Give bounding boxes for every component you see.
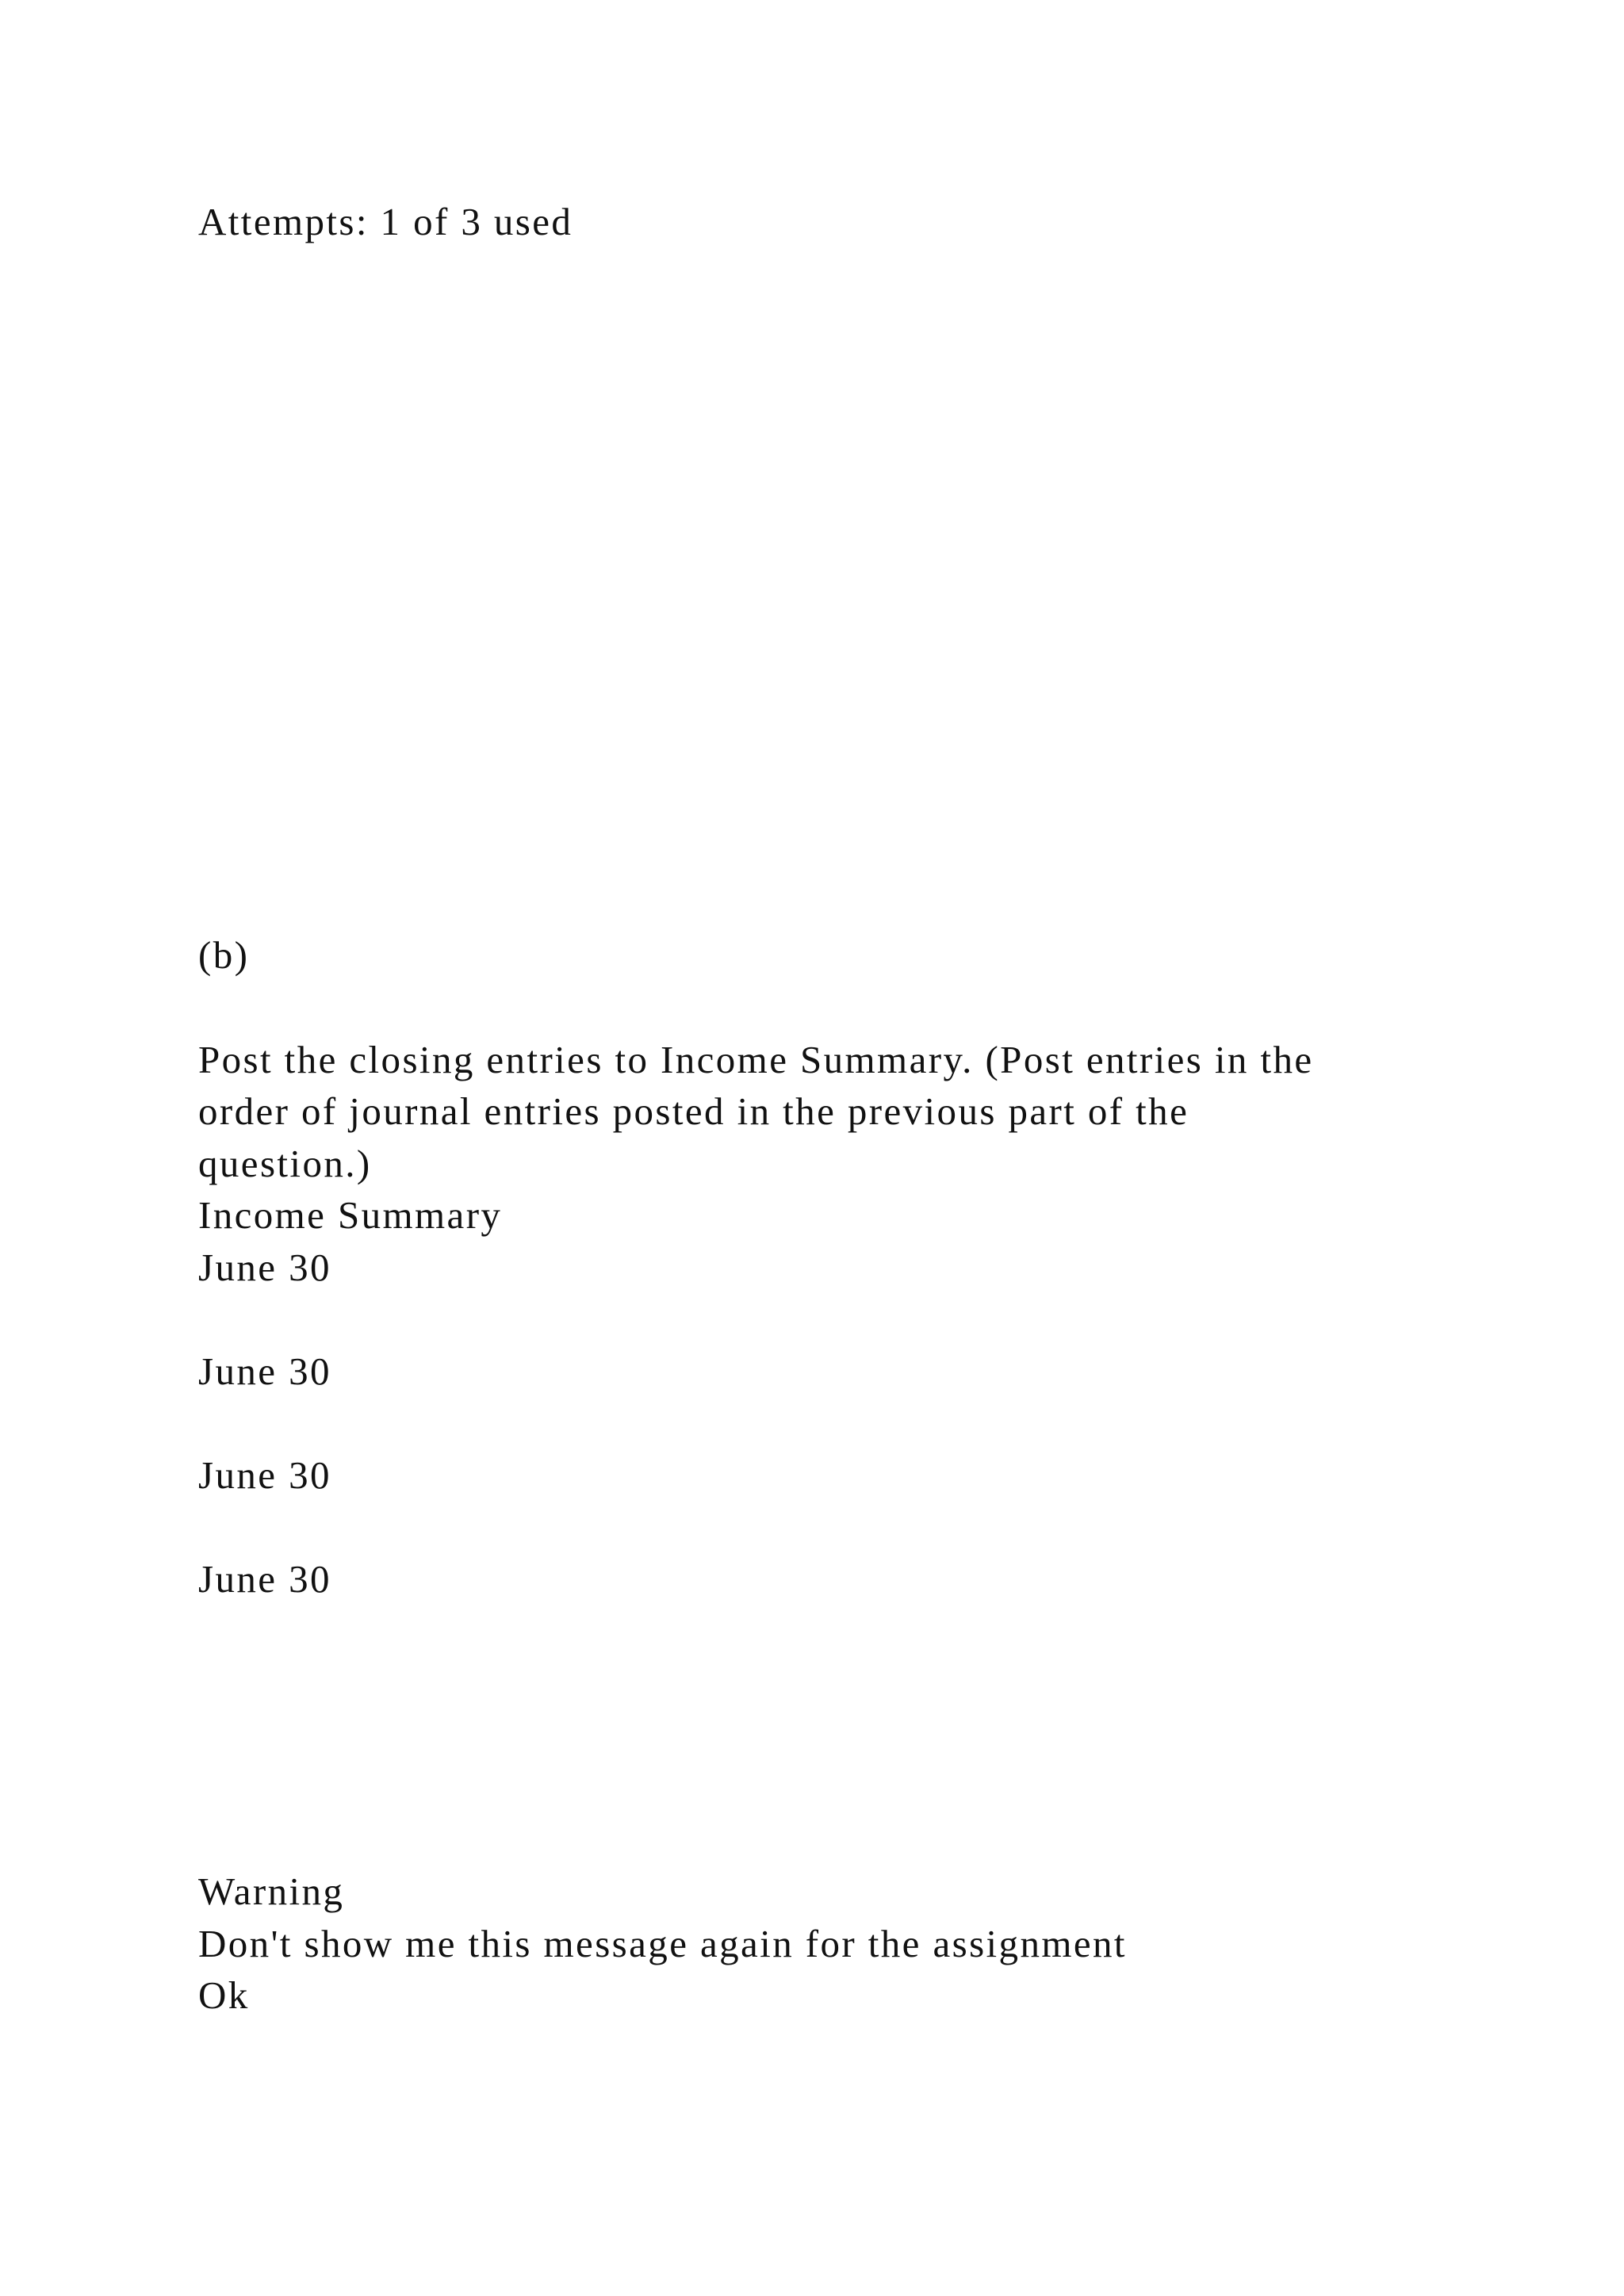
entry-date-4: June 30 <box>198 1557 331 1601</box>
instruction-line-1: Post the closing entries to Income Summary. (Post entries in the <box>198 1038 1314 1081</box>
warning-title: Warning <box>198 1869 345 1913</box>
attempts-counter: Attempts: 1 of 3 used <box>198 200 573 243</box>
dont-show-again-checkbox-label[interactable]: Don't show me this message again for the assignment <box>198 1922 1127 1965</box>
entry-date-1: June 30 <box>198 1246 331 1289</box>
part-label: (b) <box>198 933 250 977</box>
entry-date-2: June 30 <box>198 1349 331 1393</box>
account-title: Income Summary <box>198 1193 503 1237</box>
instruction-line-2: order of journal entries posted in the previous part of the <box>198 1089 1189 1133</box>
entry-date-3: June 30 <box>198 1453 331 1497</box>
instruction-line-3: question.) <box>198 1142 372 1185</box>
ok-button[interactable]: Ok <box>198 1973 250 2017</box>
